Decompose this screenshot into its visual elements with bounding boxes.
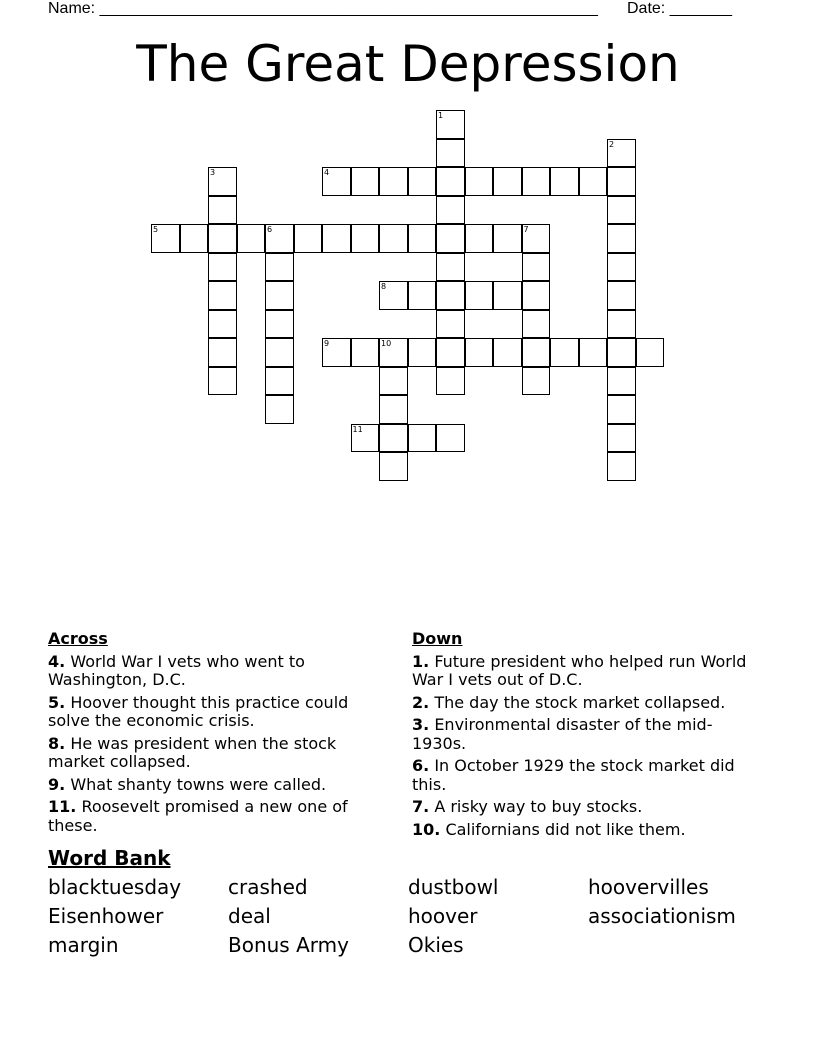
crossword-cell[interactable] [607,395,636,424]
crossword-cell[interactable] [351,224,380,253]
crossword-cell[interactable] [379,281,408,310]
crossword-cell[interactable] [607,367,636,396]
crossword-cell[interactable] [607,253,636,282]
down-clue: 3. Environmental disaster of the mid-1930s. [412,715,713,753]
word-bank-word: Eisenhower [48,904,164,928]
word-bank-word: Bonus Army [228,933,349,957]
across-clue: 11. Roosevelt promised a new one of these. [48,797,348,835]
across-heading: Across [48,629,108,648]
crossword-cell[interactable] [522,338,551,367]
crossword-cell[interactable] [436,367,465,396]
crossword-cell[interactable] [351,167,380,196]
across-clue: 4. World War I vets who went to Washington, D.C. [48,651,305,689]
crossword-cell[interactable] [493,338,522,367]
word-bank-word: margin [48,933,119,957]
down-clue: 6. In October 1929 the stock market did this. [412,756,735,794]
crossword-cell[interactable] [465,281,494,310]
word-bank-list [48,875,768,957]
crossword-cell[interactable] [607,338,636,367]
crossword-cell[interactable] [265,253,294,282]
across-clue: 8. He was president when the stock market collapsed. [48,733,337,771]
crossword-cell[interactable] [493,281,522,310]
down-clue: 1. Future president who helped run World War I vets out of D.C. [412,651,747,689]
word-bank-word: deal [228,904,271,928]
crossword-cell[interactable] [607,452,636,481]
crossword-cell[interactable] [579,338,608,367]
date-field-label[interactable]: Date: _______ [627,0,732,17]
crossword-cell[interactable] [436,139,465,168]
word-bank-word: dustbowl [408,875,499,899]
clue-number: 11 [352,424,363,434]
crossword-cell[interactable] [550,167,579,196]
crossword-cell[interactable] [237,224,266,253]
crossword-cell[interactable] [379,367,408,396]
crossword-cell[interactable] [436,424,465,453]
crossword-cell[interactable] [408,424,437,453]
across-clue: 5. Hoover thought this practice could solve the economic crisis. [48,692,349,730]
clue-number: 8 [381,282,387,291]
crossword-cell[interactable] [379,395,408,424]
crossword-cell[interactable] [265,367,294,396]
clue-number: 6 [267,225,273,234]
crossword-cell[interactable] [522,310,551,339]
crossword-cell[interactable] [379,338,408,367]
crossword-cell[interactable] [265,224,294,253]
crossword-cell[interactable] [322,338,351,367]
crossword-cell[interactable] [351,424,380,453]
down-clue: 10. Californians did not like them. [412,819,686,839]
crossword-cell[interactable] [436,281,465,310]
crossword-cell[interactable] [322,224,351,253]
crossword-cell[interactable] [607,224,636,253]
crossword-cell[interactable] [151,224,180,253]
crossword-cell[interactable] [607,167,636,196]
across-clues [48,630,378,839]
crossword-cell[interactable] [522,367,551,396]
crossword-cell[interactable] [208,338,237,367]
crossword-cell[interactable] [408,224,437,253]
crossword-cell[interactable] [208,310,237,339]
crossword-cell[interactable] [379,224,408,253]
word-bank-word: Okies [408,933,464,957]
crossword-cell[interactable] [465,167,494,196]
across-clue: 9. What shanty towns were called. [48,774,327,794]
crossword-cell[interactable] [550,338,579,367]
clue-number: 3 [210,168,216,177]
down-clues [412,630,757,843]
crossword-cell[interactable] [379,424,408,453]
crossword-cell[interactable] [636,338,665,367]
crossword-cell[interactable] [607,139,636,168]
crossword-grid [0,0,816,500]
crossword-cell[interactable] [493,167,522,196]
crossword-cell[interactable] [436,338,465,367]
word-bank-word: hoover [408,904,478,928]
word-bank-word: associationism [588,904,736,928]
crossword-cell[interactable] [607,310,636,339]
crossword-cell[interactable] [522,167,551,196]
crossword-cell[interactable] [436,167,465,196]
down-clue: 2. The day the stock market collapsed. [412,692,726,712]
clue-number: 10 [381,339,392,348]
crossword-cell[interactable] [208,253,237,282]
down-heading: Down [412,629,463,648]
crossword-cell[interactable] [436,253,465,282]
clue-number: 4 [324,168,330,177]
crossword-cell[interactable] [265,281,294,310]
word-bank [48,845,768,957]
crossword-cell[interactable] [522,281,551,310]
crossword-cell[interactable] [379,167,408,196]
crossword-cell[interactable] [208,167,237,196]
clue-number: 1 [438,111,444,120]
crossword-cell[interactable] [607,196,636,225]
crossword-cell[interactable] [607,424,636,453]
crossword-cell[interactable] [408,167,437,196]
crossword-cell[interactable] [436,310,465,339]
word-bank-word: blacktuesday [48,875,182,899]
crossword-cell[interactable] [465,338,494,367]
crossword-cell[interactable] [265,310,294,339]
crossword-cell[interactable] [265,395,294,424]
crossword-cell[interactable] [208,281,237,310]
crossword-cell[interactable] [208,224,237,253]
crossword-cell[interactable] [208,196,237,225]
crossword-cell[interactable] [322,167,351,196]
crossword-cell[interactable] [436,110,465,139]
crossword-cell[interactable] [265,338,294,367]
page-title: The Great Depression [136,35,680,93]
crossword-cell[interactable] [208,367,237,396]
crossword-cell[interactable] [579,167,608,196]
crossword-cell[interactable] [294,224,323,253]
crossword-cell[interactable] [180,224,209,253]
crossword-cell[interactable] [408,281,437,310]
crossword-cell[interactable] [351,338,380,367]
crossword-cell[interactable] [522,224,551,253]
crossword-cell[interactable] [493,224,522,253]
crossword-cell[interactable] [436,224,465,253]
word-bank-word: hoovervilles [588,875,709,899]
word-bank-word: crashed [228,875,308,899]
clue-number: 7 [523,225,529,234]
crossword-cell[interactable] [522,253,551,282]
crossword-cell[interactable] [465,224,494,253]
crossword-cell[interactable] [408,338,437,367]
crossword-cell[interactable] [379,452,408,481]
clue-number: 2 [609,139,615,149]
crossword-cell[interactable] [607,281,636,310]
word-bank-heading: Word Bank [48,846,171,870]
clue-number: 9 [324,339,330,348]
clue-number: 5 [153,225,159,234]
down-clue: 7. A risky way to buy stocks. [412,797,643,816]
crossword-cell[interactable] [436,196,465,225]
name-field-label[interactable]: Name: ________________________________________________________ [48,0,598,17]
